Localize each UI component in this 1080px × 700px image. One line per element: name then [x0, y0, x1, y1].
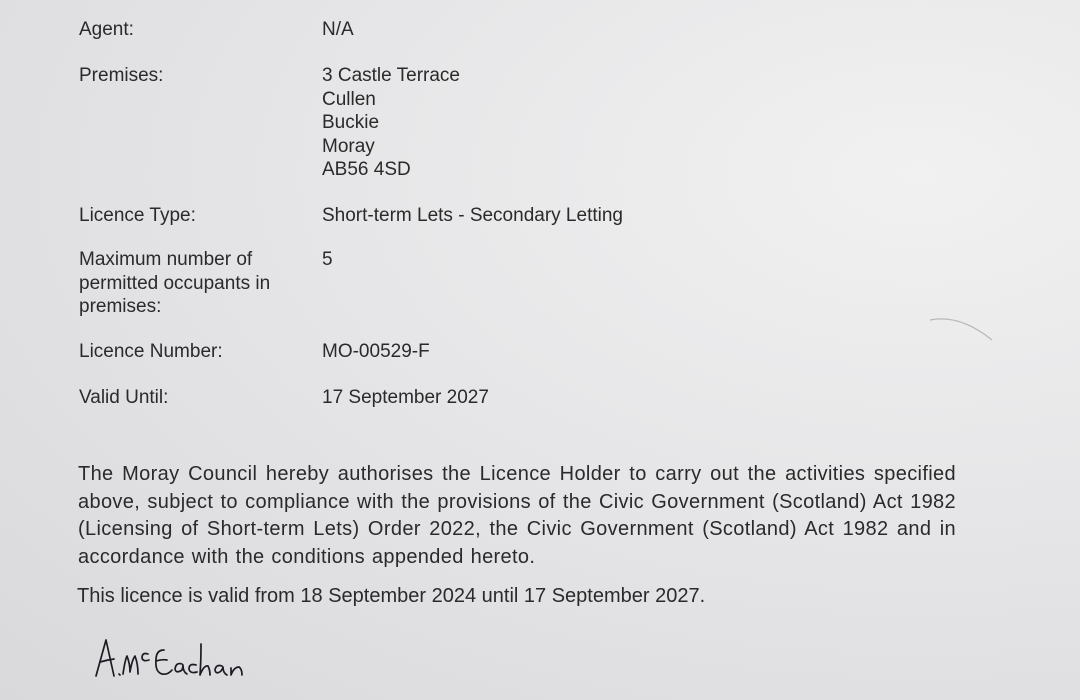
licence-number-label: Licence Number:	[79, 341, 223, 362]
label-line: premises:	[79, 296, 162, 317]
handwritten-signature	[92, 632, 262, 684]
address-line: Cullen	[322, 88, 376, 110]
premises-label: Premises:	[79, 65, 164, 86]
authorisation-paragraph: The Moray Council hereby authorises the Licence Holder to carry out the activities specified above, subject to compliance with the provisions of the Civic Government (Scotland) Act 1982 (Licensing of Short-term Lets) Order 2022, the Civic Government (Scotland) Act 1982 and in accordance with the conditions appended hereto.	[78, 463, 956, 568]
label-line: permitted occupants in	[79, 272, 271, 294]
licence-number-value: MO-00529-F	[322, 341, 430, 362]
address-line: 3 Castle Terrace	[322, 65, 460, 86]
max-occupants-value: 5	[322, 249, 333, 270]
valid-until-label: Valid Until:	[79, 387, 169, 408]
licence-type-value: Short-term Lets - Secondary Letting	[322, 205, 623, 226]
max-occupants-label	[79, 248, 270, 319]
validity-statement: This licence is valid from 18 September 2024 until 17 September 2027.	[77, 585, 706, 607]
address-line: Moray	[322, 135, 375, 157]
paper-crease	[930, 300, 1010, 360]
label-line: Maximum number of	[79, 249, 253, 270]
licence-type-label: Licence Type:	[79, 205, 196, 226]
agent-label: Agent:	[79, 19, 134, 40]
premises-address	[322, 64, 460, 182]
address-line: Buckie	[322, 112, 380, 133]
valid-until-value: 17 September 2027	[322, 387, 489, 408]
agent-value: N/A	[322, 19, 354, 40]
address-line: AB56 4SD	[322, 159, 411, 180]
